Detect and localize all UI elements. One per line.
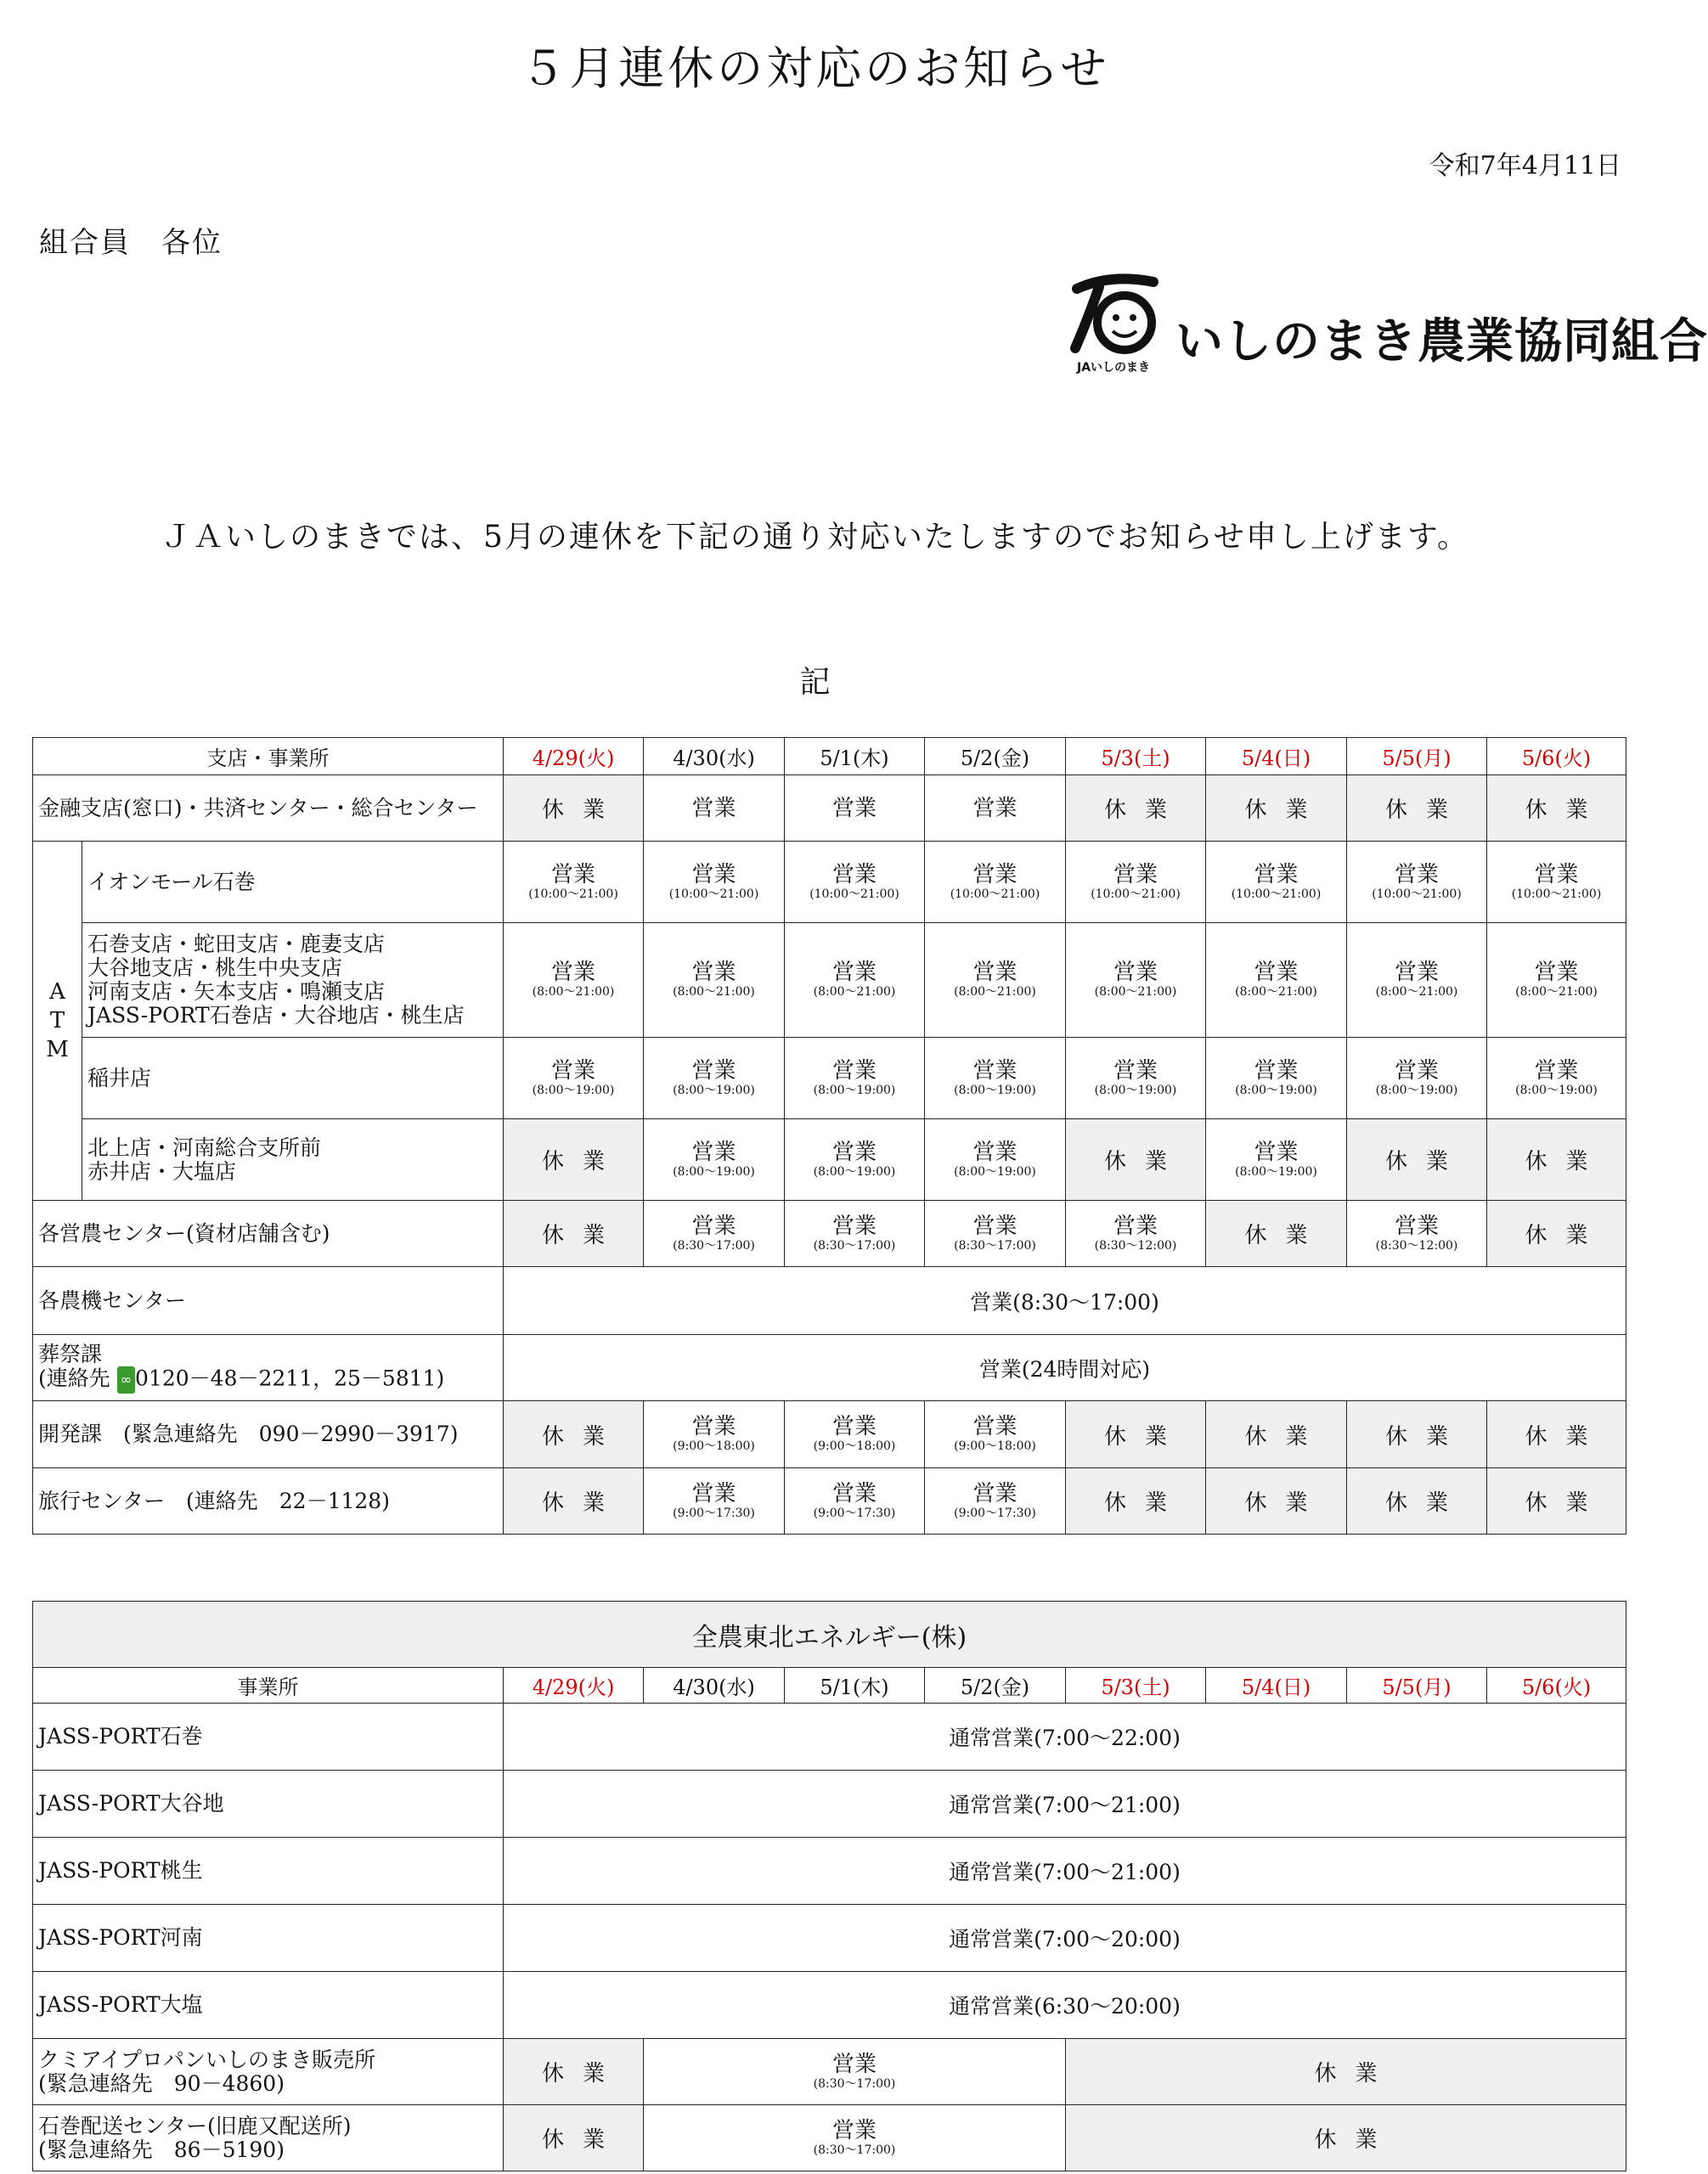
open-cell: 営業 (8:30～17:00) [644,1201,785,1267]
logo-text: いしのまき農業協同組合 [1175,314,1708,369]
ki-heading: 記 [799,665,831,700]
open-cell: 営業 (8:00～21:00) [1487,923,1626,1038]
table-row [33,1267,1626,1335]
logo-subtext: JAいしのまき [1077,361,1151,375]
open-cell: 営業 (10:00～21:00) [644,842,785,923]
row-label: クミアイプロパンいしのまき販売所 (緊急連絡先 90－4860) [33,2039,504,2105]
open-cell: 営業 (8:00～19:00) [1206,1038,1347,1119]
open-cell: 営業 (8:00～19:00) [925,1038,1066,1119]
open-cell: 営業 (8:00～19:00) [925,1119,1066,1201]
closed-cell: 休業 [504,2039,644,2105]
open-cell: 営業 (8:00～19:00) [785,1119,925,1201]
open-cell: 営業 (8:00～19:00) [1206,1119,1347,1201]
date-header: 4/30(水) [644,1668,785,1704]
closed-cell: 休業 [1066,2105,1626,2171]
span-cell: 通常営業(7:00～21:00) [504,1771,1626,1838]
open-cell: 営業 [644,775,785,842]
closed-cell: 休業 [504,2105,644,2171]
closed-cell: 休業 [1487,1401,1626,1468]
row-label: イオンモール石巻 [82,842,504,923]
schedule-table [32,737,1626,1535]
closed-cell: 休業 [1347,775,1487,842]
row-label: 稲井店 [82,1038,504,1119]
row-label: JASS-PORT大谷地 [33,1771,504,1838]
date-header: 5/5(月) [1347,738,1487,775]
open-cell: 営業 (8:00～21:00) [1066,923,1206,1038]
span-cell: 通常営業(6:30～20:00) [504,1972,1626,2039]
row-label: JASS-PORT石巻 [33,1704,504,1771]
open-cell: 営業 (8:00～19:00) [1487,1038,1626,1119]
open-cell: 営業 (8:30～17:00) [644,2039,1066,2105]
open-cell: 営業 (8:00～19:00) [644,1038,785,1119]
open-cell: 営業 (8:00～19:00) [1347,1038,1487,1119]
open-cell: 営業 (9:00～18:00) [785,1401,925,1468]
table-banner-row [33,1602,1626,1668]
span-cell: 通常営業(7:00～20:00) [504,1905,1626,1972]
row-label: JASS-PORT大塩 [33,1972,504,2039]
energy-table [32,1601,1626,2171]
table-row [33,1201,1626,1267]
table-row [33,2105,1626,2171]
closed-cell: 休業 [1487,1119,1626,1201]
intro-text: ＪＡいしのまきでは、5月の連休を下記の通り対応いたしますのでお知らせ申し上げます。 [161,520,1469,555]
recipient: 組合員 各位 [39,226,223,260]
table-row [33,1838,1626,1905]
row-label: 葬祭課 (連絡先 ∞ 0120－48－2211，25－5811) [33,1335,504,1401]
ja-logo [1068,270,1708,379]
date-header: 5/1(木) [785,738,925,775]
open-cell: 営業 (8:00～19:00) [644,1119,785,1201]
table-row [33,1401,1626,1468]
closed-cell: 休業 [1206,1201,1347,1267]
closed-cell: 休業 [504,1119,644,1201]
open-cell: 営業 (8:00～19:00) [504,1038,644,1119]
row-label: 各営農センター(資材店舗含む) [33,1201,504,1267]
open-cell: 営業 (8:00～21:00) [504,923,644,1038]
open-cell: 営業 (9:00～17:30) [925,1468,1066,1535]
atm-label: A T M [33,842,82,1201]
page-title: ５月連休の対応のお知らせ [520,42,1110,95]
open-cell: 営業 (10:00～21:00) [1347,842,1487,923]
closed-cell: 休業 [1347,1468,1487,1535]
closed-cell: 休業 [504,1468,644,1535]
closed-cell: 休業 [1347,1401,1487,1468]
table-row [33,923,1626,1038]
closed-cell: 休業 [504,775,644,842]
date-header: 5/4(日) [1206,1668,1347,1704]
table-row [33,1119,1626,1201]
closed-cell: 休業 [504,1201,644,1267]
table-row [33,1038,1626,1119]
closed-cell: 休業 [1487,1201,1626,1267]
date-header: 5/2(金) [925,738,1066,775]
date-header: 4/30(水) [644,738,785,775]
open-cell: 営業 (8:30～12:00) [1347,1201,1487,1267]
header-label: 事業所 [33,1668,504,1704]
row-label: 石巻配送センター(旧鹿又配送所) (緊急連絡先 86－5190) [33,2105,504,2171]
date-header: 5/6(火) [1487,1668,1626,1704]
open-cell: 営業 (8:30～17:00) [644,2105,1066,2171]
open-cell: 営業 (8:00～21:00) [1206,923,1347,1038]
date-header: 5/5(月) [1347,1668,1487,1704]
open-cell: 営業 (9:00～18:00) [925,1401,1066,1468]
closed-cell: 休業 [1066,1119,1206,1201]
date-header: 5/1(木) [785,1668,925,1704]
open-cell: 営業 (10:00～21:00) [1487,842,1626,923]
date-header: 4/29(火) [504,1668,644,1704]
open-cell: 営業 (8:00～19:00) [1066,1038,1206,1119]
row-label: 各農機センター [33,1267,504,1335]
open-cell: 営業 (8:00～21:00) [1347,923,1487,1038]
date-header: 5/3(土) [1066,1668,1206,1704]
table-row [33,1972,1626,2039]
open-cell: 営業 (10:00～21:00) [504,842,644,923]
table-row [33,1468,1626,1535]
table-row [33,775,1626,842]
company-banner: 全農東北エネルギー(株) [33,1602,1626,1668]
row-label: 金融支店(窓口)・共済センター・総合センター [33,775,504,842]
open-cell: 営業 (9:00～17:30) [644,1468,785,1535]
open-cell: 営業 (8:30～12:00) [1066,1201,1206,1267]
span-cell: 通常営業(7:00～22:00) [504,1704,1626,1771]
date-header: 5/4(日) [1206,738,1347,775]
closed-cell: 休業 [1487,775,1626,842]
table-row [33,1335,1626,1401]
row-label: 石巻支店・蛇田支店・鹿妻支店 大谷地支店・桃生中央支店 河南支店・矢本支店・鳴瀬支店 JASS-PORT石巻店・大谷地店・桃生店 [82,923,504,1038]
open-cell: 営業 [925,775,1066,842]
open-cell: 営業 (8:00～21:00) [644,923,785,1038]
date-header: 5/3(土) [1066,738,1206,775]
open-cell: 営業 (10:00～21:00) [785,842,925,923]
open-cell: 営業 (8:00～21:00) [925,923,1066,1038]
date-header: 5/2(金) [925,1668,1066,1704]
open-cell: 営業 (10:00～21:00) [925,842,1066,923]
table-header-row [33,1668,1626,1704]
table-row [33,1771,1626,1838]
closed-cell: 休業 [1066,1468,1206,1535]
row-label: 旅行センター (連絡先 22－1128) [33,1468,504,1535]
header-label: 支店・事業所 [33,738,504,775]
closed-cell: 休業 [1347,1119,1487,1201]
table-row [33,2039,1626,2105]
closed-cell: 休業 [1206,1401,1347,1468]
table-row [33,1905,1626,1972]
span-cell: 通常営業(7:00～21:00) [504,1838,1626,1905]
row-label: 北上店・河南総合支所前 赤井店・大塩店 [82,1119,504,1201]
open-cell: 営業 (9:00～18:00) [644,1401,785,1468]
open-cell: 営業 (8:30～17:00) [785,1201,925,1267]
closed-cell: 休業 [1206,1468,1347,1535]
row-label: JASS-PORT桃生 [33,1838,504,1905]
closed-cell: 休業 [1066,1401,1206,1468]
notice-date: 令和7年4月11日 [1429,151,1621,181]
open-cell: 営業 (8:00～19:00) [785,1038,925,1119]
closed-cell: 休業 [1066,775,1206,842]
table-row [33,1704,1626,1771]
closed-cell: 休業 [1487,1468,1626,1535]
open-cell: 営業 (10:00～21:00) [1206,842,1347,923]
open-cell: 営業 (10:00～21:00) [1066,842,1206,923]
closed-cell: 休業 [1206,775,1347,842]
table-row [33,842,1626,923]
date-header: 4/29(火) [504,738,644,775]
table-header-row [33,738,1626,775]
closed-cell: 休業 [504,1401,644,1468]
open-cell: 営業 (9:00～17:30) [785,1468,925,1535]
span-cell: 営業(24時間対応) [504,1335,1626,1401]
date-header: 5/6(火) [1487,738,1626,775]
row-label: JASS-PORT河南 [33,1905,504,1972]
open-cell: 営業 [785,775,925,842]
row-label: 開発課 (緊急連絡先 090－2990－3917) [33,1401,504,1468]
open-cell: 営業 (8:00～21:00) [785,923,925,1038]
span-cell: 営業(8:30～17:00) [504,1267,1626,1335]
freedial-icon: ∞ [117,1366,135,1394]
closed-cell: 休業 [1066,2039,1626,2105]
open-cell: 営業 (8:30～17:00) [925,1201,1066,1267]
